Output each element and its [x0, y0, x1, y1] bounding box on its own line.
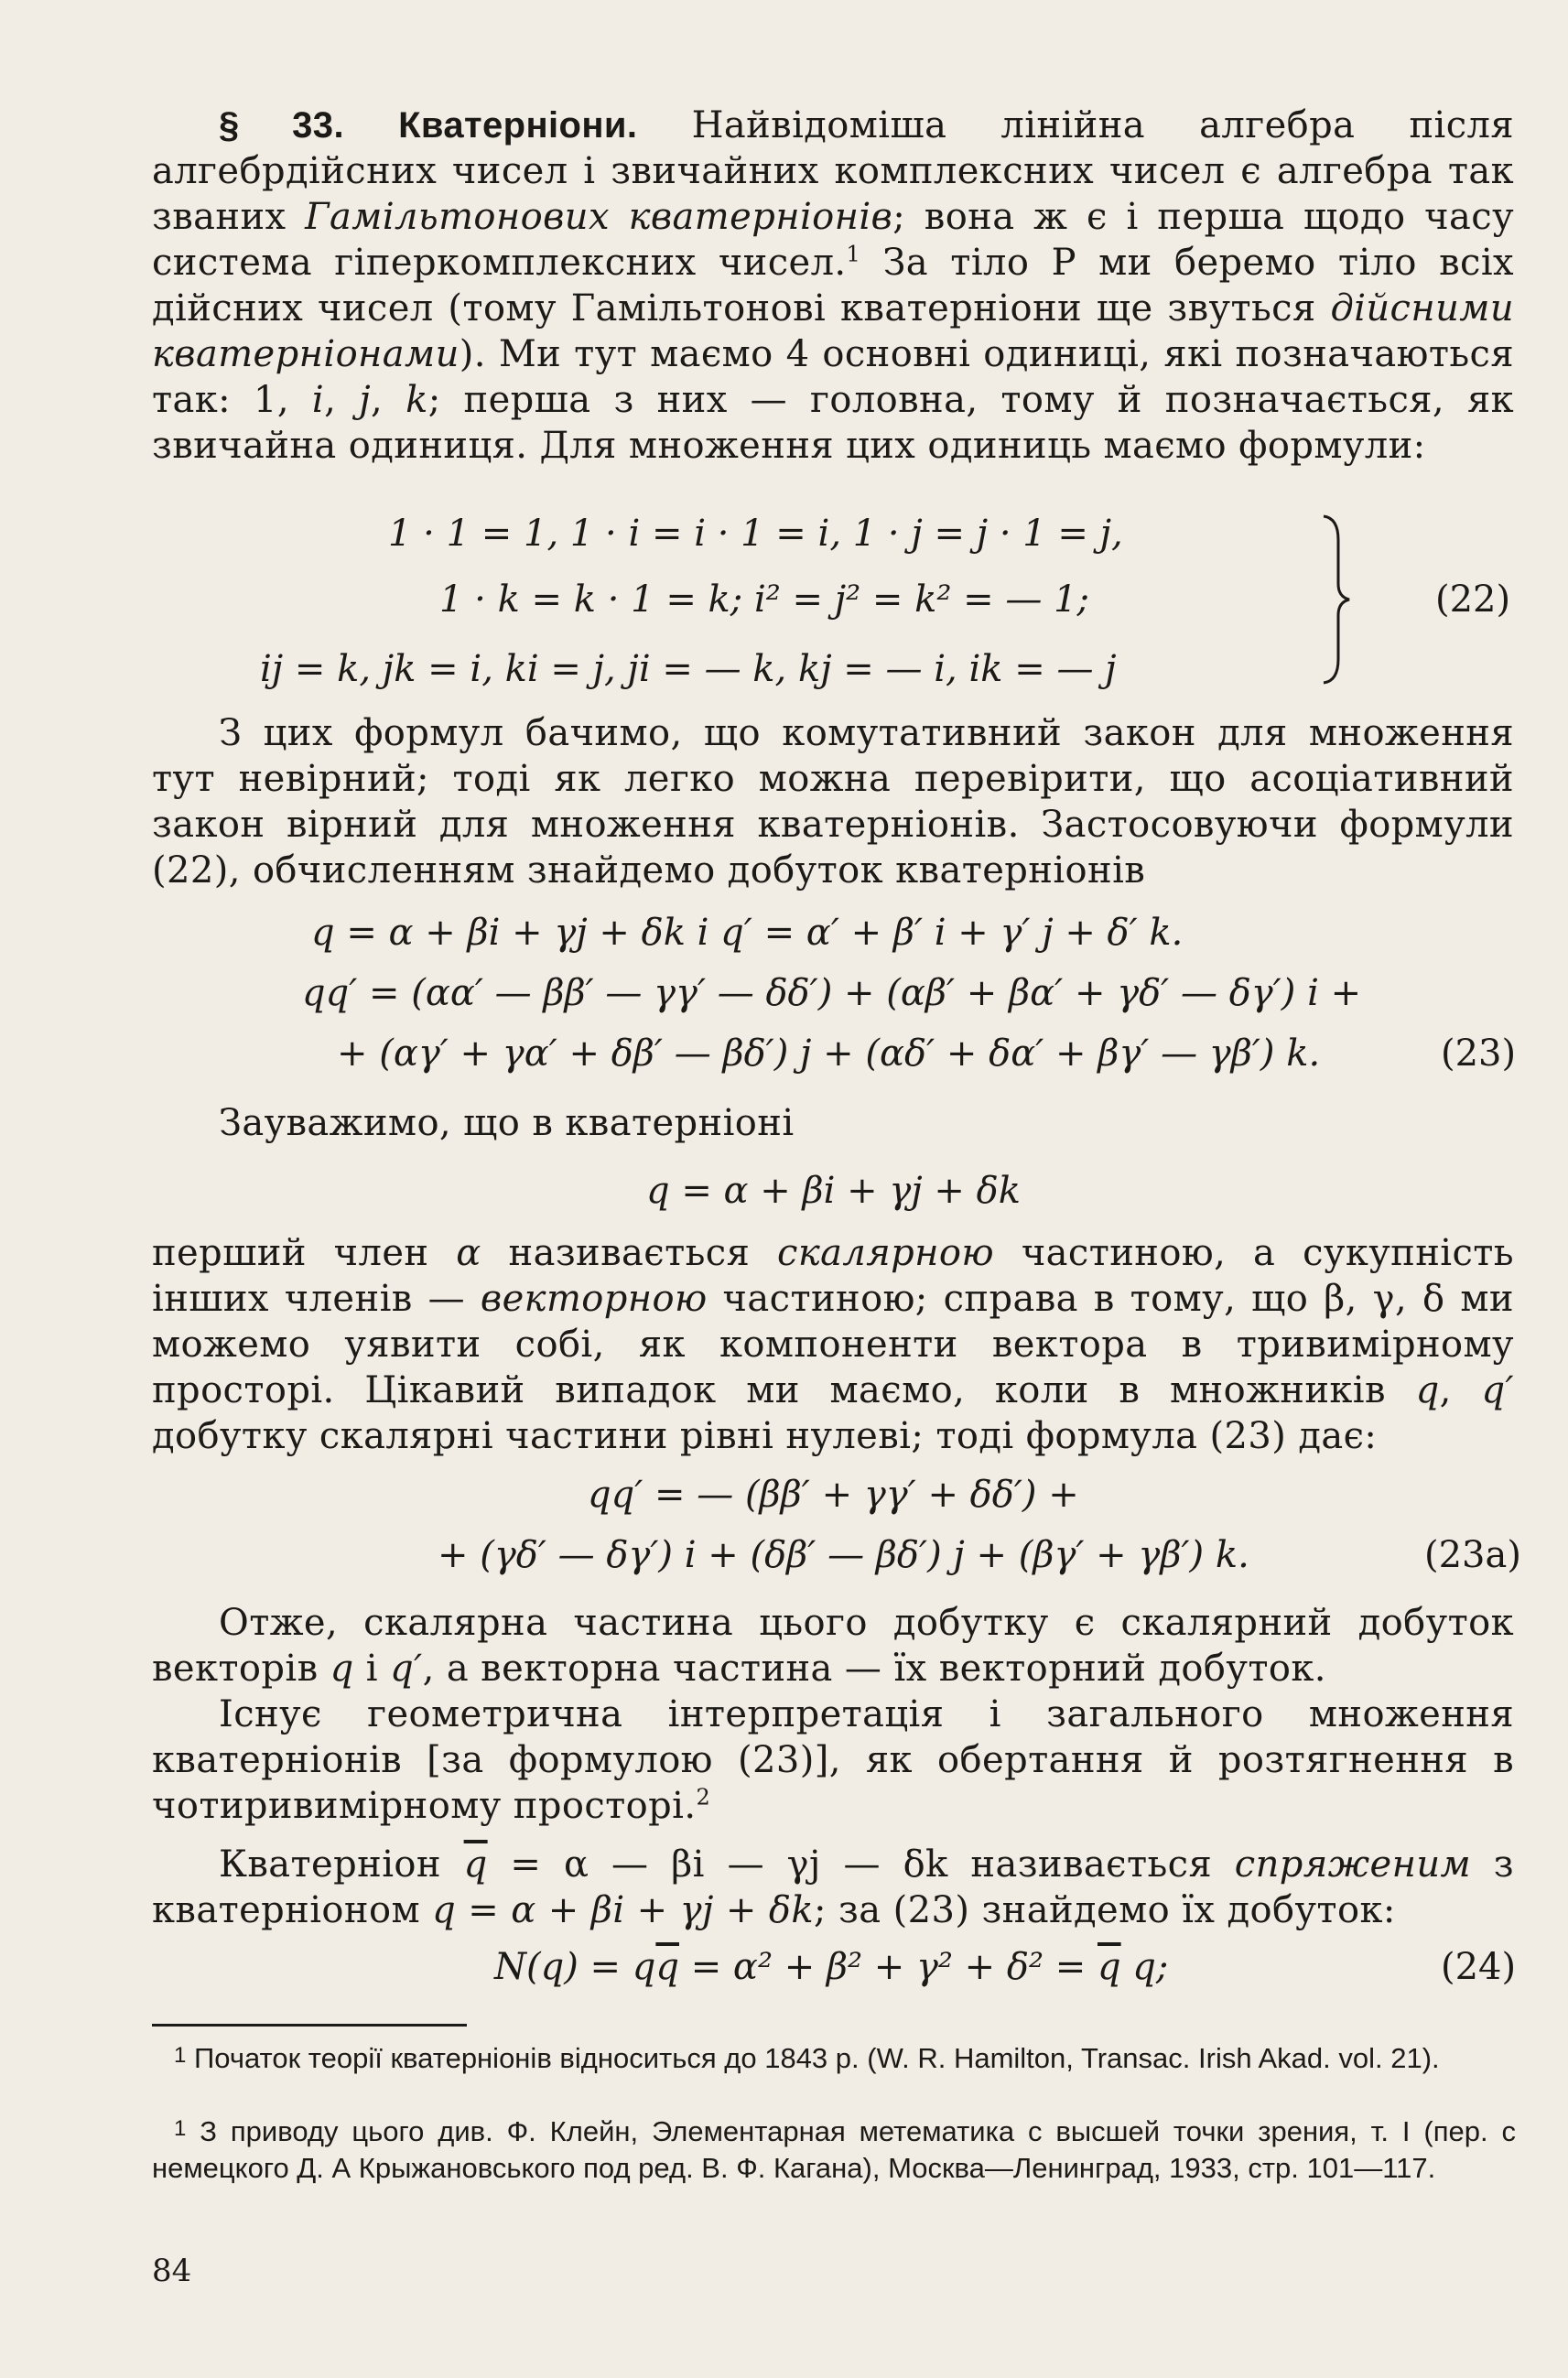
eq-q: q = α + βi + γj + δk [646, 1170, 1021, 1212]
eq23a-line2: + (γδ′ — δγ′) i + (δβ′ — βδ′) j + (βγ′ + γβ′) k. [438, 1534, 1249, 1576]
page-number: 84 [152, 2253, 192, 2289]
term-hamilton-quaternions: Гамільтонових кватерніонів [305, 196, 893, 238]
footnote-2: 1 З приводу цього див. Ф. Клейн, Элементарная метематика с высшей точки зрения, т. I (пер. с немецкого Д. А Крыжановського под ред. В. Ф. Кагана), Москва—Ленинград, 1933, стр. 101—117. [152, 2115, 1516, 2184]
eq23-line3: + (αγ′ + γα′ + δβ′ — βδ′) j + (αδ′ + δα′ + βγ′ — γβ′) k. [337, 1032, 1321, 1075]
eq23-number: (23) [1441, 1032, 1517, 1075]
footnote-1: 1 Початок теорії кватерніонів відноситься до 1843 р. (W. R. Hamilton, Transac. Irish Akad. vol. 21). [174, 2042, 1440, 2074]
paragraph-3: Зауважимо, що в кватерніоні [219, 1102, 795, 1144]
section-title: Кватерніони. [398, 105, 638, 146]
paragraph-2-wrap [152, 710, 1514, 893]
footnote-mark: 1 [846, 241, 861, 267]
paragraph-2: З цих формул бачимо, що комутативний закон для множення тут невірний; тоді як легко можна перевірити, що асоціативний закон вірний для множення кватерніонів. Застосовуючи формули (22), обчисленням знайдемо добуток кватерніонів [152, 712, 1514, 892]
term-conjugate: спряженим [1234, 1843, 1472, 1886]
term-real-quaternions: дійсними кватерніонами [152, 287, 1514, 375]
paragraph-4-wrap [152, 1230, 1514, 1459]
paragraph-7: Кватерніон $\overline{q} = \alpha$ — βi — γj — δk називається спряженим з кватерніоном q = α + βi + γj + δk; за (23) знайдемо їх добуток: [152, 1843, 1514, 1931]
eq23a-line1: qq′ = — (ββ′ + γγ′ + δδ′) + [588, 1474, 1079, 1516]
paragraph-4: перший член α називається скалярною частиною, а сукупність інших членів — векторною частиною; справа в тому, що β, γ, δ ми можемо уявити собі, як компоненти вектора в тривимірному просторі. Цікавий випадок ми маємо, коли в множників q, q′ добутку скалярні частини рівні нулеві; тоді формула (23) дає: [152, 1232, 1514, 1457]
paragraph-5-wrap [152, 1600, 1514, 1933]
footnote-mark: 2 [696, 1784, 711, 1811]
eq22-line3: ij = k, jk = i, ki = j, ji = — k, kj = — i, ik = — j [260, 648, 1117, 690]
term-vector: векторною [480, 1278, 708, 1320]
right-brace [1318, 513, 1355, 686]
paragraph-5: Отже, скалярна частина цього добутку є скалярний добуток векторів q і q′, а векторна частина — їх векторний добуток. [152, 1602, 1514, 1690]
term-scalar: скалярною [777, 1232, 994, 1274]
q-conjugate: $\overline{q}$ [463, 1843, 488, 1886]
eq24-number: (24) [1441, 1946, 1517, 1988]
eq24: $N(q) = q\overline{q} = \alpha^2 + \beta^2 + \gamma^2 + \delta^2 = \overline{q}$ q; [494, 1946, 1169, 1988]
eq23-line1: q = α + βi + γj + δk і q′ = α′ + β′ i + γ′ j + δ′ k. [311, 912, 1184, 954]
eq22-number: (22) [1435, 578, 1511, 621]
eq22-line1: 1 · 1 = 1, 1 · i = i · 1 = i, 1 · j = j · 1 = j, [388, 513, 1123, 555]
footnote-rule [152, 2024, 467, 2027]
eq23-line2: qq′ = (αα′ — ββ′ — γγ′ — δδ′) + (αβ′ + βα′ + γδ′ — δγ′) i + [302, 972, 1362, 1014]
section-intro [152, 103, 1514, 469]
eq22-line2: 1 · k = k · 1 = k; i² = j² = k² = — 1; [439, 578, 1089, 621]
paragraph-3-wrap [152, 1100, 1514, 1146]
eq23a-number: (23a) [1424, 1534, 1521, 1576]
paragraph-6: Існує геометрична інтерпретація і загального множення кватерніонів [за формулою (23)], як обертання й розтягнення в чотиривимірному просторі.$^2$ [152, 1693, 1514, 1827]
paragraph-intro: § 33. Кватерніони. Найвідоміша лінійна алгебра після алгебрдійсних чисел і звичайних комплексних чисел є алгебра так званих Гамільтонових кватерніонів; вона ж є і перша щодо часу система гіперкомплексних чисел.$^1$ За тіло P ми беремо тіло всіх дійсних чисел (тому Гамільтонові кватерніони ще звуться дійсними кватерніонами). Ми тут маємо 4 основні одиниці, які позначаються так: 1, i, j, k; перша з них — головна, тому й позначається, як звичайна одиниця. Для множення цих одиниць маємо формули: [152, 104, 1515, 467]
section-number: § 33. [219, 105, 344, 146]
